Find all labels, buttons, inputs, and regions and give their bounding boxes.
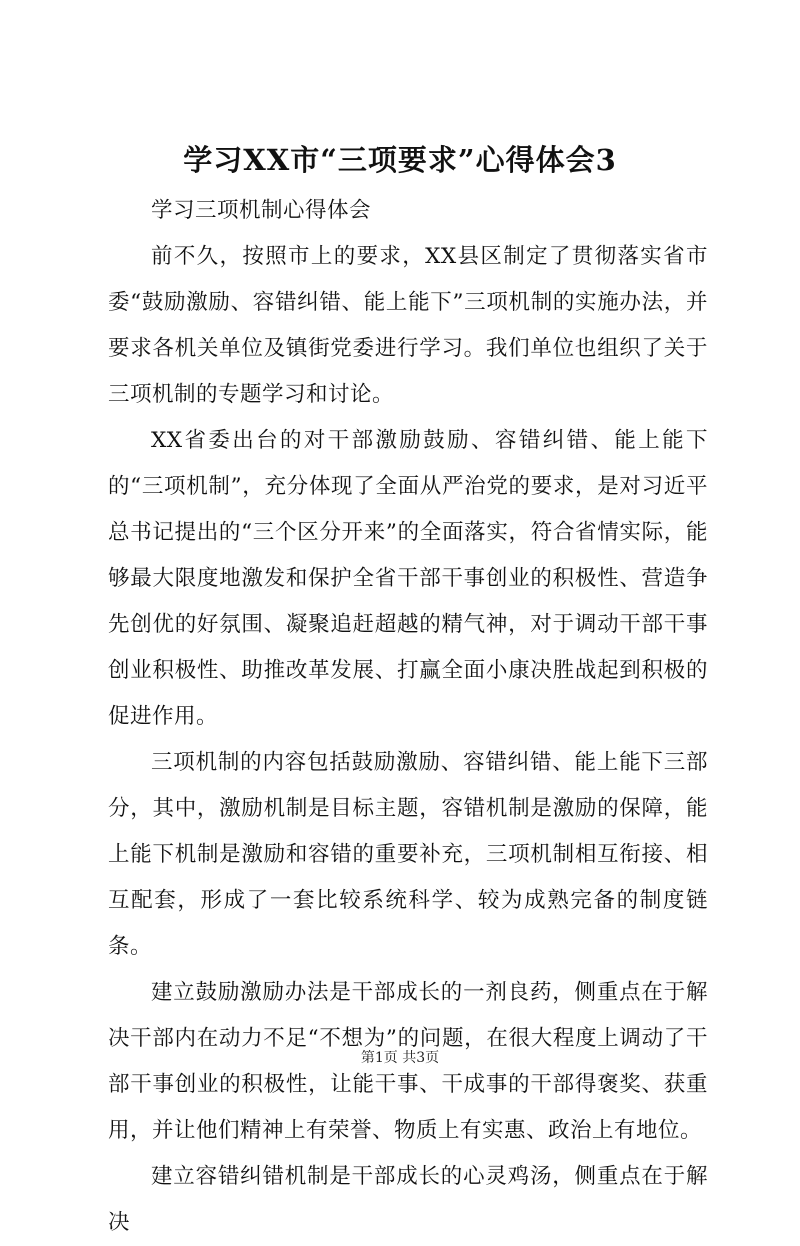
body-paragraph: XX省委出台的对干部激励鼓励、容错纠错、能上能下的“三项机制”，充分体现了全面从严治党的要求，是对习近平总书记提出的“三个区分开来”的全面落实，符合省情实际，能够最大限度地激发和保护全省干部干事创业的积极性、营造争先创优的好氛围、凝聚追赶超越的精气神，对于调动干部干事创业积极性、助推改革发展、打赢全面小康决胜战起到积极的促进作用。 (108, 428, 708, 729)
body-paragraph: 前不久，按照市上的要求，XX县区制定了贯彻落实省市委“鼓励激励、容错纠错、能上能下”三项机制的实施办法，并要求各机关单位及镇街党委进行学习。我们单位也组织了关于三项机制的专题学习和讨论。 (108, 244, 708, 407)
body-paragraph: 建立鼓励激励办法是干部成长的一剂良药，侧重点在于解决干部内在动力不足“不想为”的问题，在很大程度上调动了干部干事创业的积极性，让能干事、干成事的干部得褒奖、获重用，并让他们精神上有荣誉、物质上有实惠、政治上有地位。 (108, 980, 708, 1143)
body-paragraph: 建立容错纠错机制是干部成长的心灵鸡汤，侧重点在于解决 (108, 1164, 708, 1235)
page-footer: 第1页 共3页 (360, 1050, 440, 1066)
subtitle-paragraph: 学习三项机制心得体会 (151, 198, 372, 223)
body-paragraph: 三项机制的内容包括鼓励激励、容错纠错、能上能下三部分，其中，激励机制是目标主题，容错机制是激励的保障，能上能下机制是激励和容错的重要补充，三项机制相互衔接、相互配套，形成了一套比较系统科学、较为成熟完备的制度链条。 (108, 750, 708, 959)
document-title: 学习XX市“三项要求”心得体会3 (183, 143, 617, 177)
document-body (108, 188, 708, 1246)
